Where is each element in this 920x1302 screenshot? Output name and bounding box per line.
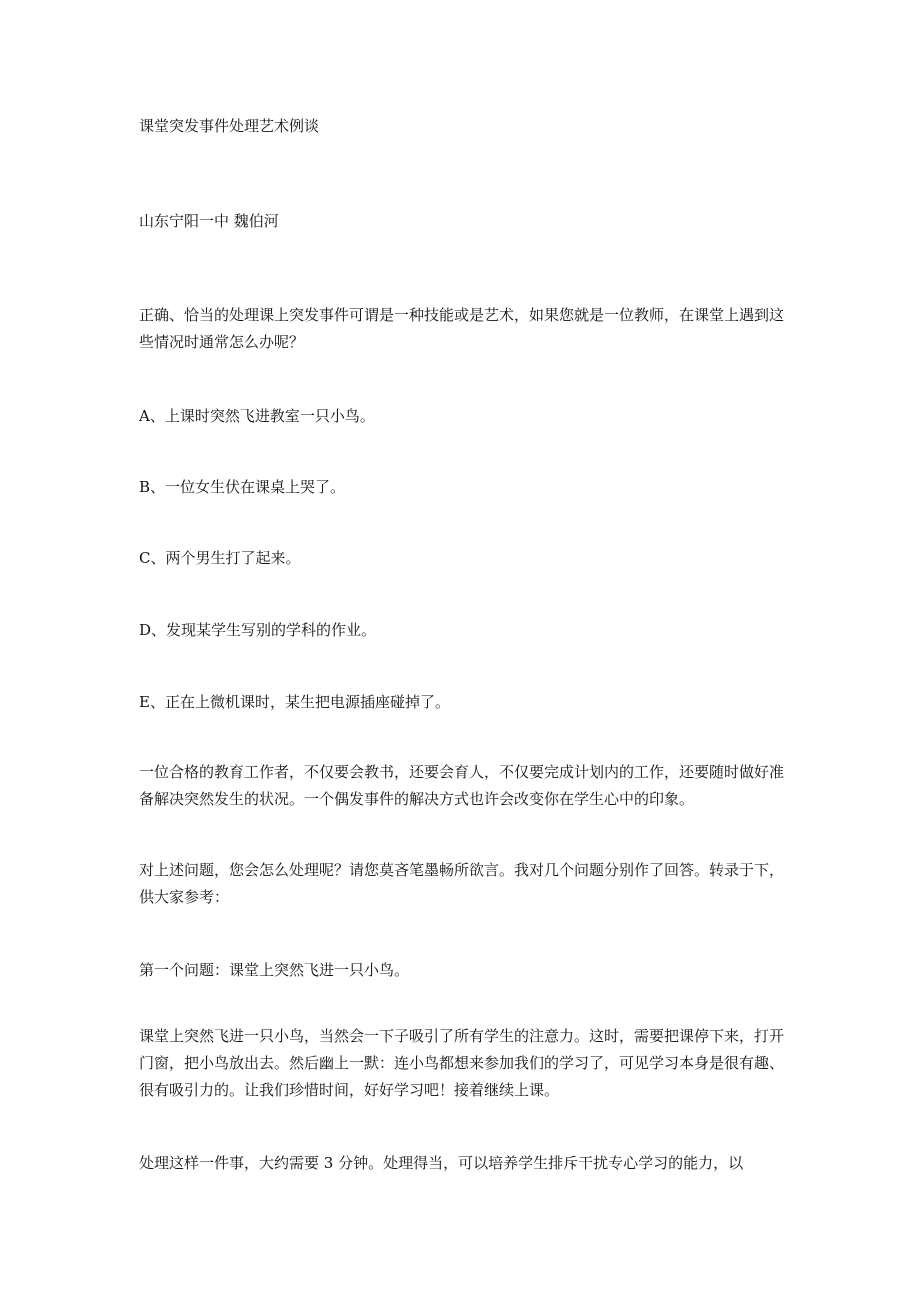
option-e: E、正在上微机课时，某生把电源插座碰掉了。 — [139, 693, 450, 711]
option-a: A、上课时突然飞进教室一只小鸟。 — [139, 407, 375, 425]
option-b: B、一位女生伏在课桌上哭了。 — [139, 478, 346, 496]
option-d: D、发现某学生写别的学科的作业。 — [139, 621, 377, 639]
last-paragraph-line: 处理这样一件事，大约需要 3 分钟。处理得当，可以培养学生排斥干扰专心学习的能力，以 — [139, 1154, 744, 1172]
question1-heading: 第一个问题：课堂上突然飞进一只小鸟。 — [139, 961, 410, 979]
intro-paragraph: 正确、恰当的处理课上突发事件可谓是一种技能或是艺术，如果您就是一位教师，在课堂上遇到这些情况时通常怎么办呢？ — [139, 306, 785, 351]
answer-intro-paragraph: 对上述问题，您会怎么处理呢？请您莫吝笔墨畅所欲言。我对几个问题分别作了回答。转录于下，供大家参考： — [139, 861, 785, 906]
question1-answer-paragraph: 课堂上突然飞进一只小鸟，当然会一下子吸引了所有学生的注意力。这时，需要把课停下来，打开门窗，把小鸟放出去。然后幽上一默：连小鸟都想来参加我们的学习了，可见学习本身是很有趣、很有吸引力的。让我们珍惜时间，好好学习吧！接着继续上课。 — [139, 1027, 785, 1099]
document-title: 课堂突发事件处理艺术例谈 — [139, 117, 320, 135]
document-author: 山东宁阳一中 魏伯河 — [139, 212, 279, 230]
educator-paragraph: 一位合格的教育工作者，不仅要会教书，还要会育人，不仅要完成计划内的工作，还要随时做好准备解决突然发生的状况。一个偶发事件的解决方式也许会改变你在学生心中的印象。 — [139, 763, 785, 808]
option-c: C、两个男生打了起来。 — [139, 549, 301, 567]
